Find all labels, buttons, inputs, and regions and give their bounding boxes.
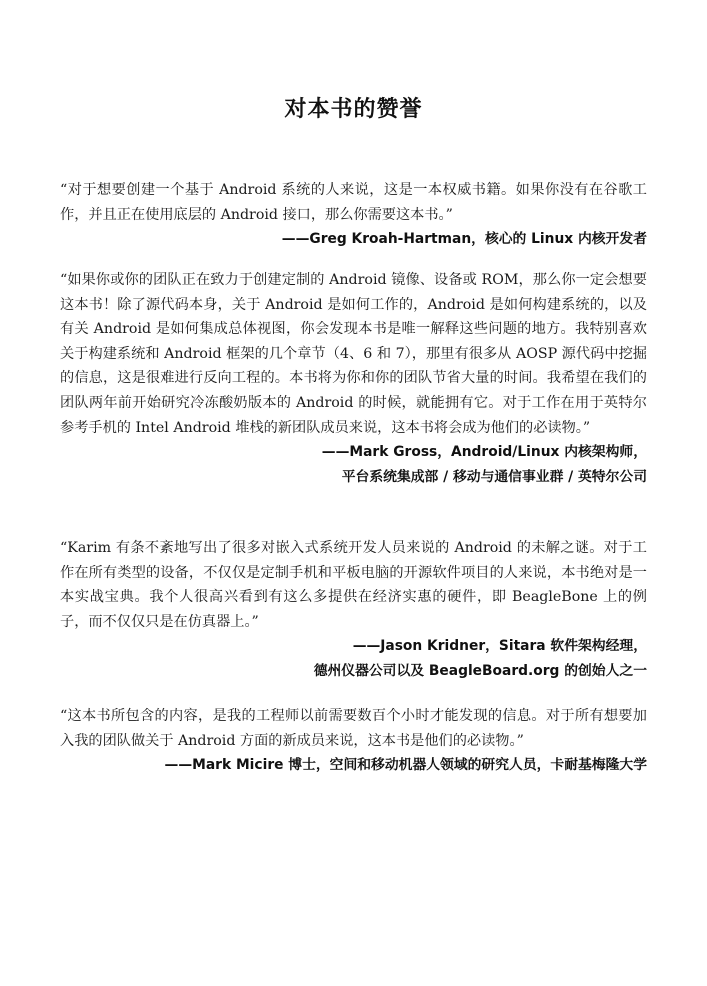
endorsement-quote: “如果你或你的团队正在致力于创建定制的 Android 镜像、设备或 ROM，那么你一定会想要这本书！除了源代码本身，关于 Android 是如何工作的，Android 是如何构建系统的，以及有关 Android 是如何集成总体视图，你会发现本书是唯一解释这些问题的地方。我特别喜欢关于构建系统和 Android 框架的几个章节（4、6 和 7），那里有很多从 AOSP 源代码中挖掘的信息，这是很难进行反向工程的。本书将为你和你的团队节省大量的时间。我希望在我们的团队两年前开始研究冷冻酸奶版本的 Android 的时候，就能拥有它。对于工作在用于英特尔参考手机的 Intel Android 堆栈的新团队成员来说，这本书将会成为他们的必读物。” <box>60 272 647 436</box>
endorsement-quote: “这本书所包含的内容，是我的工程师以前需要数百个小时才能发现的信息。对于所有想要加入我的团队做关于 Android 方面的新成员来说，这本书是他们的必读物。” <box>60 708 647 749</box>
endorsement-attribution-affiliation: 德州仪器公司以及 BeagleBoard.org 的创始人之一 <box>313 662 647 679</box>
endorsement <box>60 178 647 252</box>
endorsement-quote: “Karim 有条不紊地写出了很多对嵌入式系统开发人员来说的 Android 的未解之谜。对于工作在所有类型的设备，不仅仅是定制手机和平板电脑的开源软件项目的人来说，本书绝对是一本实战宝典。我个人很高兴看到有这么多提供在经济实惠的硬件，即 BeagleBone 上的例子，而不仅仅只是在仿真器上。” <box>60 540 647 630</box>
endorsement <box>60 536 647 684</box>
endorsement-attribution: ——Mark Gross，Android/Linux 内核架构师， <box>321 444 647 461</box>
endorsement-attribution-affiliation: 平台系统集成部 / 移动与通信事业群 / 英特尔公司 <box>341 468 647 485</box>
endorsement <box>60 704 647 778</box>
endorsement-quote: “对于想要创建一个基于 Android 系统的人来说，这是一本权威书籍。如果你没有在谷歌工作，并且正在使用底层的 Android 接口，那么你需要这本书。” <box>60 182 647 223</box>
endorsement-attribution: ——Greg Kroah-Hartman，核心的 Linux 内核开发者 <box>281 231 647 248</box>
endorsement <box>60 268 647 489</box>
endorsement-attribution: ——Jason Kridner，Sitara 软件架构经理， <box>352 638 647 655</box>
endorsement-attribution: ——Mark Micire 博士，空间和移动机器人领域的研究人员，卡耐基梅隆大学 <box>164 757 647 774</box>
page-title: 对本书的赞誉 <box>284 97 423 122</box>
